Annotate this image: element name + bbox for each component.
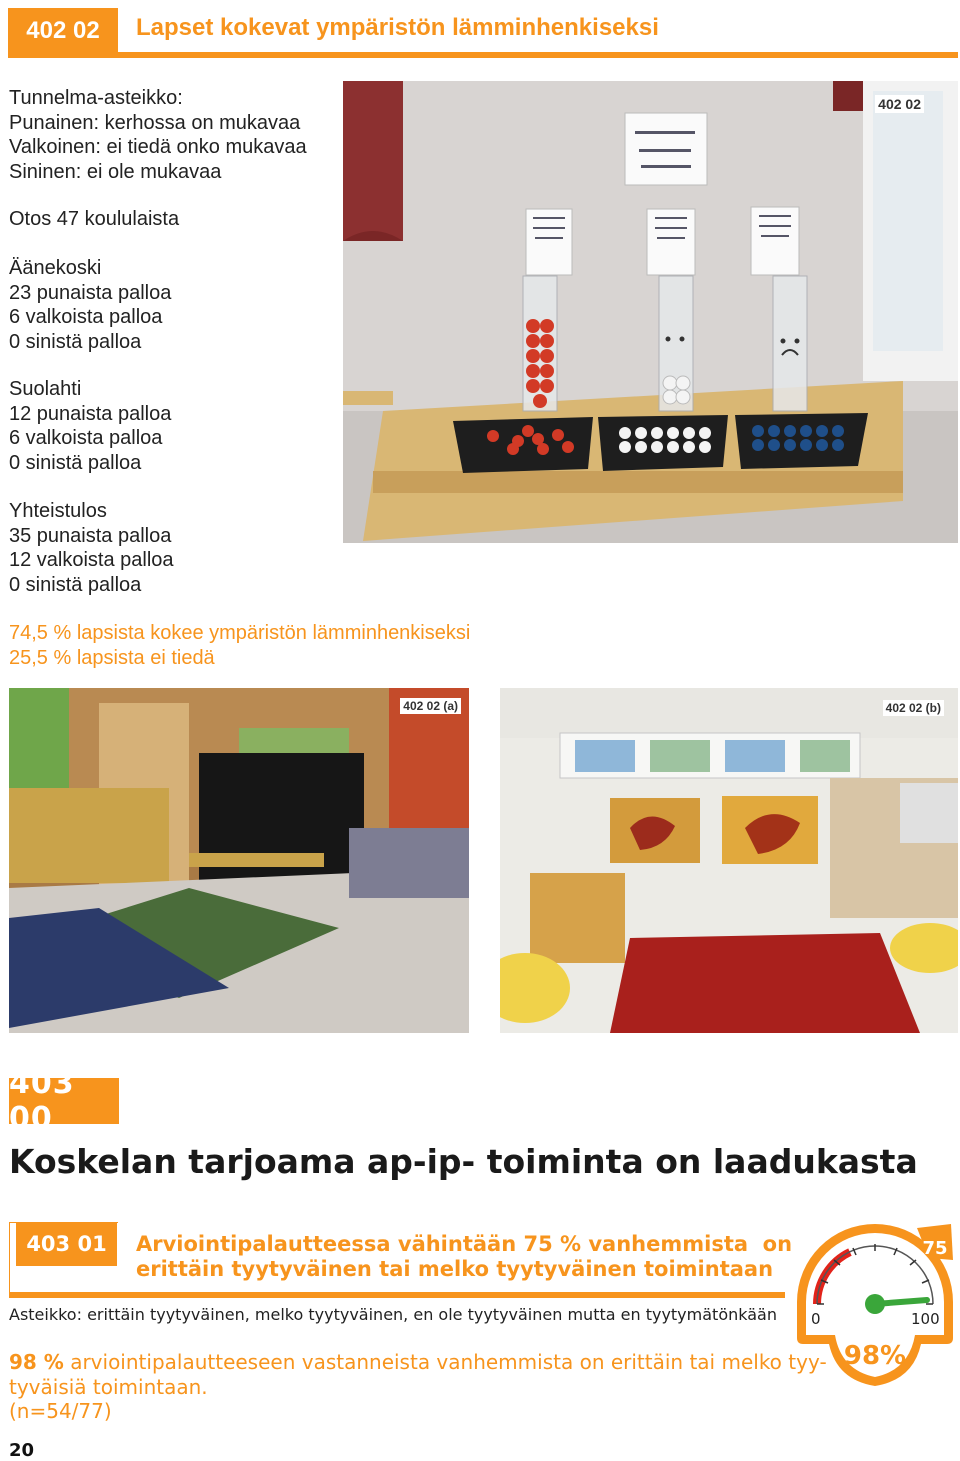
photo-room-b-drawing xyxy=(500,688,958,1033)
summary-line: 25,5 % lapsista ei tiedä xyxy=(9,646,215,669)
photo-ball-voting-drawing xyxy=(343,81,958,543)
subsection-rule xyxy=(9,1292,785,1298)
photo-ball-voting xyxy=(343,81,958,543)
group-line: 0 sinistä palloa xyxy=(9,451,142,474)
group-line: 12 punaista palloa xyxy=(9,402,172,425)
sample-text: Otos 47 koululaista xyxy=(9,208,180,230)
group-suolahti xyxy=(9,377,171,475)
photo-tag: 402 02 (b) xyxy=(883,700,944,716)
group-line: 0 sinistä palloa xyxy=(9,330,142,353)
photo-room-a-drawing xyxy=(9,688,469,1033)
result-line-text: arviointipalautteeseen vastanneista vanhemmista on erittäin tai melko tyy- xyxy=(63,1350,827,1374)
header-rule xyxy=(8,52,958,58)
scale-description: Asteikko: erittäin tyytyväinen, melko tyytyväinen, en ole tyytyväinen mutta en tyytymätönkään xyxy=(9,1305,777,1324)
photo-room-a xyxy=(9,688,469,1033)
gauge-target-label: 75 xyxy=(922,1238,948,1259)
group-name: Suolahti xyxy=(9,378,82,400)
scale-blue: Sininen: ei ole mukavaa xyxy=(9,160,222,183)
group-name: Äänekoski xyxy=(9,257,102,279)
scale-legend xyxy=(9,86,307,184)
gauge-drawing xyxy=(793,1220,958,1390)
photo-tag: 402 02 (a) xyxy=(400,698,461,714)
photo-room-b xyxy=(500,688,958,1033)
scale-white: Valkoinen: ei tiedä onko mukavaa xyxy=(9,136,307,158)
scale-heading: Tunnelma-asteikko: xyxy=(9,87,183,109)
group-line: 23 punaista palloa xyxy=(9,281,172,304)
gauge-min-label: 0 xyxy=(811,1310,821,1328)
subsection-title-line: erittäin tyytyväinen tai melko tyytyväinen toimintaan xyxy=(136,1257,774,1281)
group-line: 6 valkoista palloa xyxy=(9,427,163,449)
subsection-title xyxy=(136,1232,793,1282)
summary-line: 74,5 % lapsista kokee ympäristön lämminhenkiseksi xyxy=(9,622,471,644)
section-title: Lapset kokevat ympäristön lämminhenkiseksi xyxy=(136,14,659,41)
section-heading: Koskelan tarjoama ap-ip- toiminta on laadukasta xyxy=(9,1142,918,1181)
section-code-badge: 402 02 xyxy=(8,8,118,54)
section-code-badge: 403 00 xyxy=(9,1078,119,1124)
group-line: 35 punaista palloa xyxy=(9,524,172,547)
subsection-title-line: Arviointipalautteessa vähintään 75 % vanhemmista on xyxy=(136,1232,793,1256)
result-line: (n=54/77) xyxy=(9,1399,112,1423)
group-line: 12 valkoista palloa xyxy=(9,549,174,571)
group-line: 0 sinistä palloa xyxy=(9,573,142,596)
gauge-value-label: 98% xyxy=(843,1341,907,1371)
subsection-code: 403 01 xyxy=(26,1232,107,1256)
scale-red: Punainen: kerhossa on mukavaa xyxy=(9,111,301,134)
summary xyxy=(9,621,470,670)
result-percent: 98 % xyxy=(9,1350,64,1374)
sample-size xyxy=(9,207,179,232)
result-text xyxy=(9,1350,827,1424)
photo-tag: 402 02 xyxy=(875,95,924,113)
result-line xyxy=(9,1350,827,1375)
group-name: Yhteistulos xyxy=(9,500,107,522)
gauge-max-label: 100 xyxy=(911,1310,940,1328)
group-yhteistulos xyxy=(9,499,174,597)
group-aanekoski xyxy=(9,256,171,354)
page-number: 20 xyxy=(9,1440,35,1461)
result-line: tyväisiä toimintaan. xyxy=(9,1374,208,1399)
satisfaction-gauge xyxy=(793,1220,958,1390)
group-line: 6 valkoista palloa xyxy=(9,306,163,328)
